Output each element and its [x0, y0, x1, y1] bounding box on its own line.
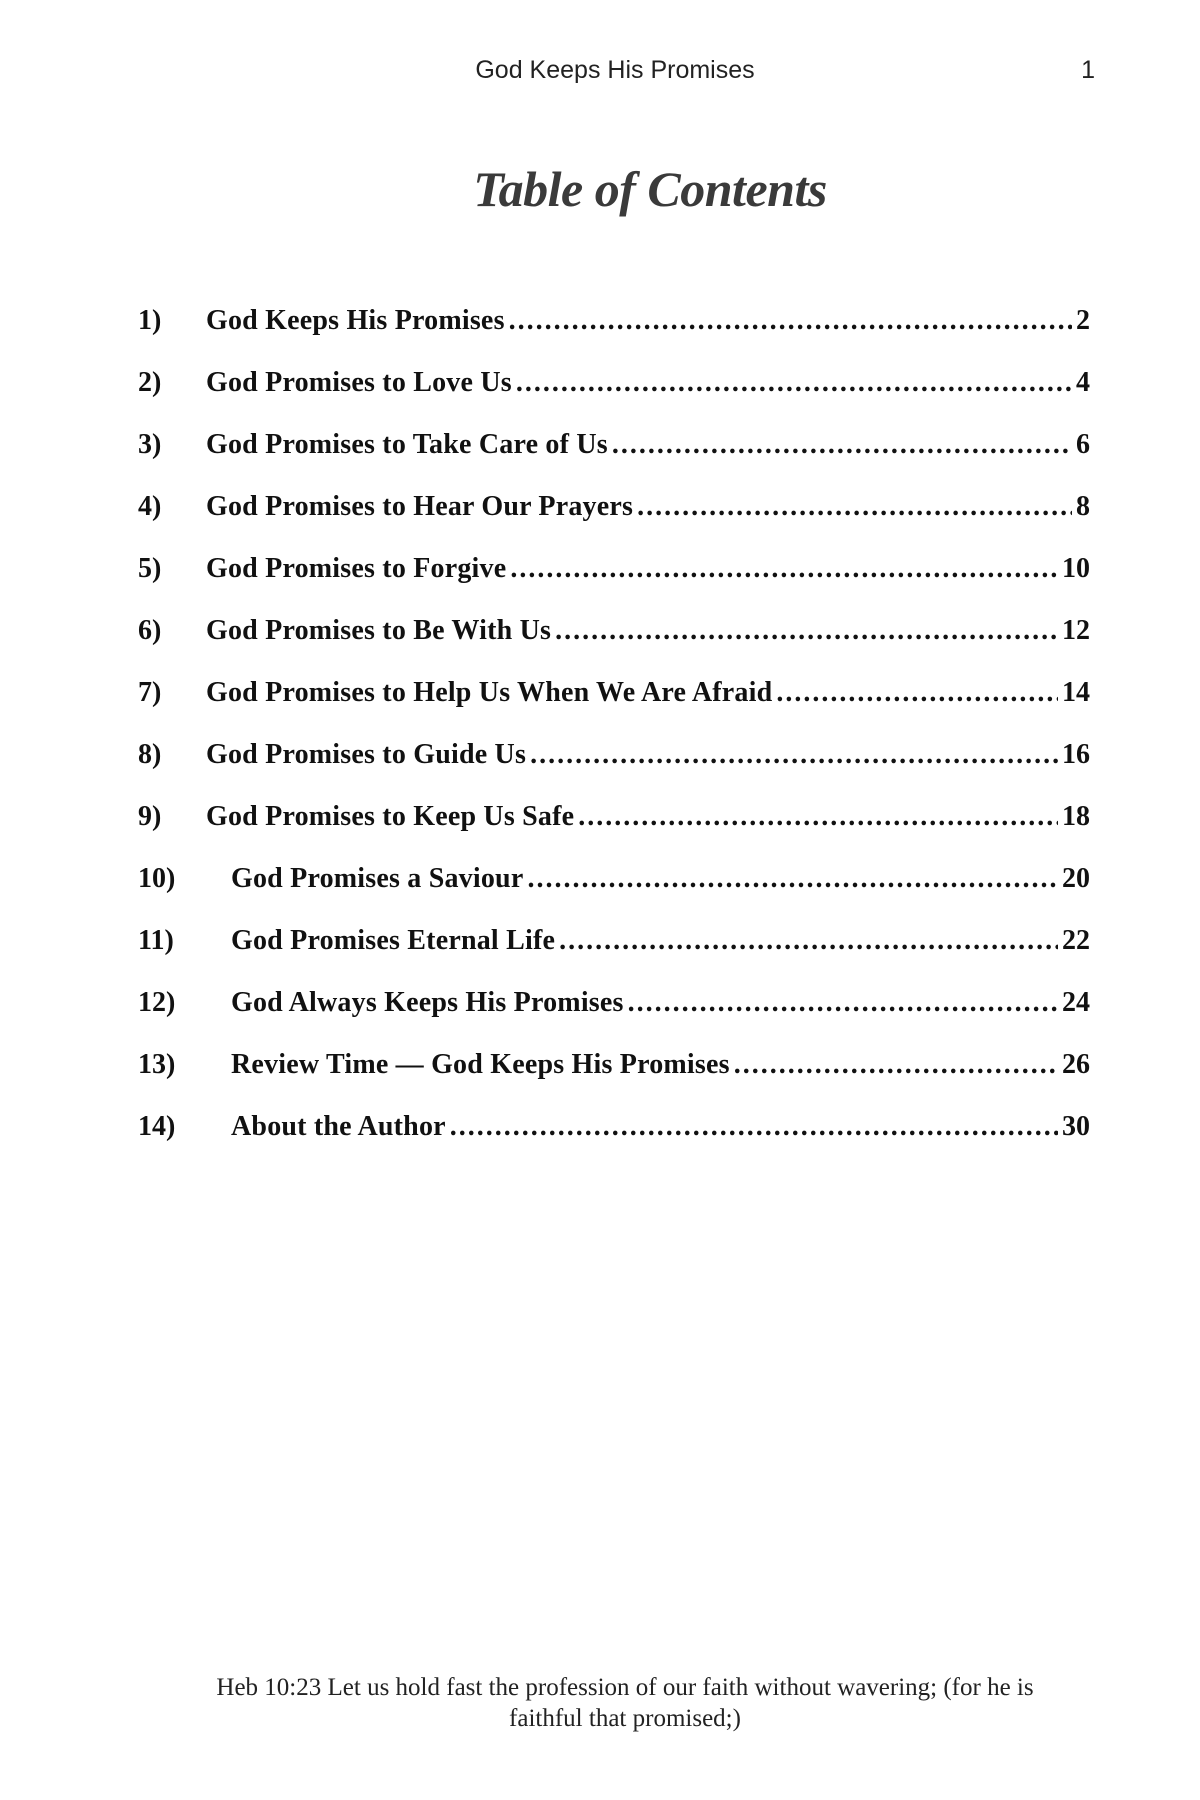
toc-entry[interactable] — [138, 615, 1090, 677]
toc-entry[interactable] — [138, 553, 1090, 615]
toc-dot-leader — [516, 367, 1072, 399]
toc-entry-number: 3) — [138, 429, 162, 460]
toc-entry[interactable] — [138, 801, 1090, 863]
toc-entry-number: 4) — [138, 491, 162, 522]
toc-entry[interactable] — [138, 987, 1090, 1049]
page-number: 1 — [1081, 56, 1095, 84]
toc-entry-title[interactable]: God Promises to Take Care of Us — [206, 429, 608, 460]
toc-entry-page[interactable]: 20 — [1062, 863, 1090, 894]
toc-entry-number: 14) — [138, 1111, 176, 1142]
toc-entry-number: 9) — [138, 801, 162, 832]
toc-entry-page[interactable]: 14 — [1062, 677, 1090, 708]
toc-entry[interactable] — [138, 863, 1090, 925]
toc-dot-leader — [776, 677, 1058, 709]
toc-entry-number: 1) — [138, 305, 162, 336]
toc-entry-page[interactable]: 16 — [1062, 739, 1090, 770]
toc-entry-page[interactable]: 4 — [1076, 367, 1090, 398]
footer-verse: Heb 10:23 Let us hold fast the profession of our faith without wavering; (for he is faithful that promised;) — [216, 1674, 1034, 1732]
toc-entry-title[interactable]: God Promises to Be With Us — [206, 615, 552, 646]
toc-dot-leader — [637, 491, 1072, 523]
toc-entry-number: 2) — [138, 367, 162, 398]
toc-entry-title[interactable]: About the Author — [231, 1111, 446, 1142]
toc-entry-page[interactable]: 10 — [1062, 553, 1090, 584]
toc-entry[interactable] — [138, 1111, 1090, 1173]
toc-entry-page[interactable]: 22 — [1062, 925, 1090, 956]
toc-entry-number: 8) — [138, 739, 162, 770]
toc-entry-title[interactable]: God Promises to Help Us When We Are Afraid — [206, 677, 773, 708]
toc-entry-page[interactable]: 6 — [1076, 429, 1090, 460]
toc-entry[interactable] — [138, 429, 1090, 491]
toc-entry-page[interactable]: 24 — [1062, 987, 1090, 1018]
toc-entry-number: 11) — [138, 925, 174, 956]
toc-entry[interactable] — [138, 367, 1090, 429]
toc-dot-leader — [555, 615, 1058, 647]
toc-entry-number: 13) — [138, 1049, 176, 1080]
toc-entry-title[interactable]: God Promises to Forgive — [206, 553, 507, 584]
toc-entry-title[interactable]: God Promises a Saviour — [231, 863, 524, 894]
toc-entry-title[interactable]: God Promises Eternal Life — [231, 925, 556, 956]
toc-entry-title[interactable]: God Promises to Love Us — [206, 367, 512, 398]
toc-entry-title[interactable]: God Promises to Guide Us — [206, 739, 527, 770]
toc-dot-leader — [510, 553, 1058, 585]
toc-dot-leader — [530, 739, 1058, 771]
toc-dot-leader — [612, 429, 1072, 461]
toc-entry[interactable] — [138, 491, 1090, 553]
toc-entry[interactable] — [138, 1049, 1090, 1111]
toc-entry-number: 7) — [138, 677, 162, 708]
toc-dot-leader — [509, 305, 1072, 337]
toc-dot-leader — [628, 987, 1058, 1019]
toc-list — [138, 305, 1090, 1173]
toc-entry-title[interactable]: God Promises to Hear Our Prayers — [206, 491, 634, 522]
toc-dot-leader — [450, 1111, 1058, 1143]
toc-entry-page[interactable]: 2 — [1076, 305, 1090, 336]
toc-entry-page[interactable]: 18 — [1062, 801, 1090, 832]
toc-entry-number: 12) — [138, 987, 176, 1018]
toc-entry-number: 5) — [138, 553, 162, 584]
toc-entry-page[interactable]: 26 — [1062, 1049, 1090, 1080]
toc-dot-leader — [527, 863, 1058, 895]
header-title: God Keeps His Promises — [475, 56, 755, 84]
toc-title: Table of Contents — [473, 161, 827, 217]
toc-entry[interactable] — [138, 925, 1090, 987]
toc-entry-number: 10) — [138, 863, 176, 894]
toc-entry-page[interactable]: 12 — [1062, 615, 1090, 646]
toc-entry[interactable] — [138, 677, 1090, 739]
toc-entry-title[interactable]: God Always Keeps His Promises — [231, 987, 624, 1018]
running-header — [0, 56, 1200, 96]
toc-entry-number: 6) — [138, 615, 162, 646]
toc-entry-title[interactable]: God Promises to Keep Us Safe — [206, 801, 575, 832]
toc-entry-title[interactable]: Review Time — God Keeps His Promises — [231, 1049, 730, 1080]
toc-dot-leader — [734, 1049, 1058, 1081]
toc-dot-leader — [578, 801, 1058, 833]
toc-entry[interactable] — [138, 305, 1090, 367]
toc-entry[interactable] — [138, 739, 1090, 801]
toc-entry-title[interactable]: God Keeps His Promises — [206, 305, 505, 336]
toc-entry-page[interactable]: 30 — [1062, 1111, 1090, 1142]
toc-dot-leader — [559, 925, 1058, 957]
toc-entry-page[interactable]: 8 — [1076, 491, 1090, 522]
